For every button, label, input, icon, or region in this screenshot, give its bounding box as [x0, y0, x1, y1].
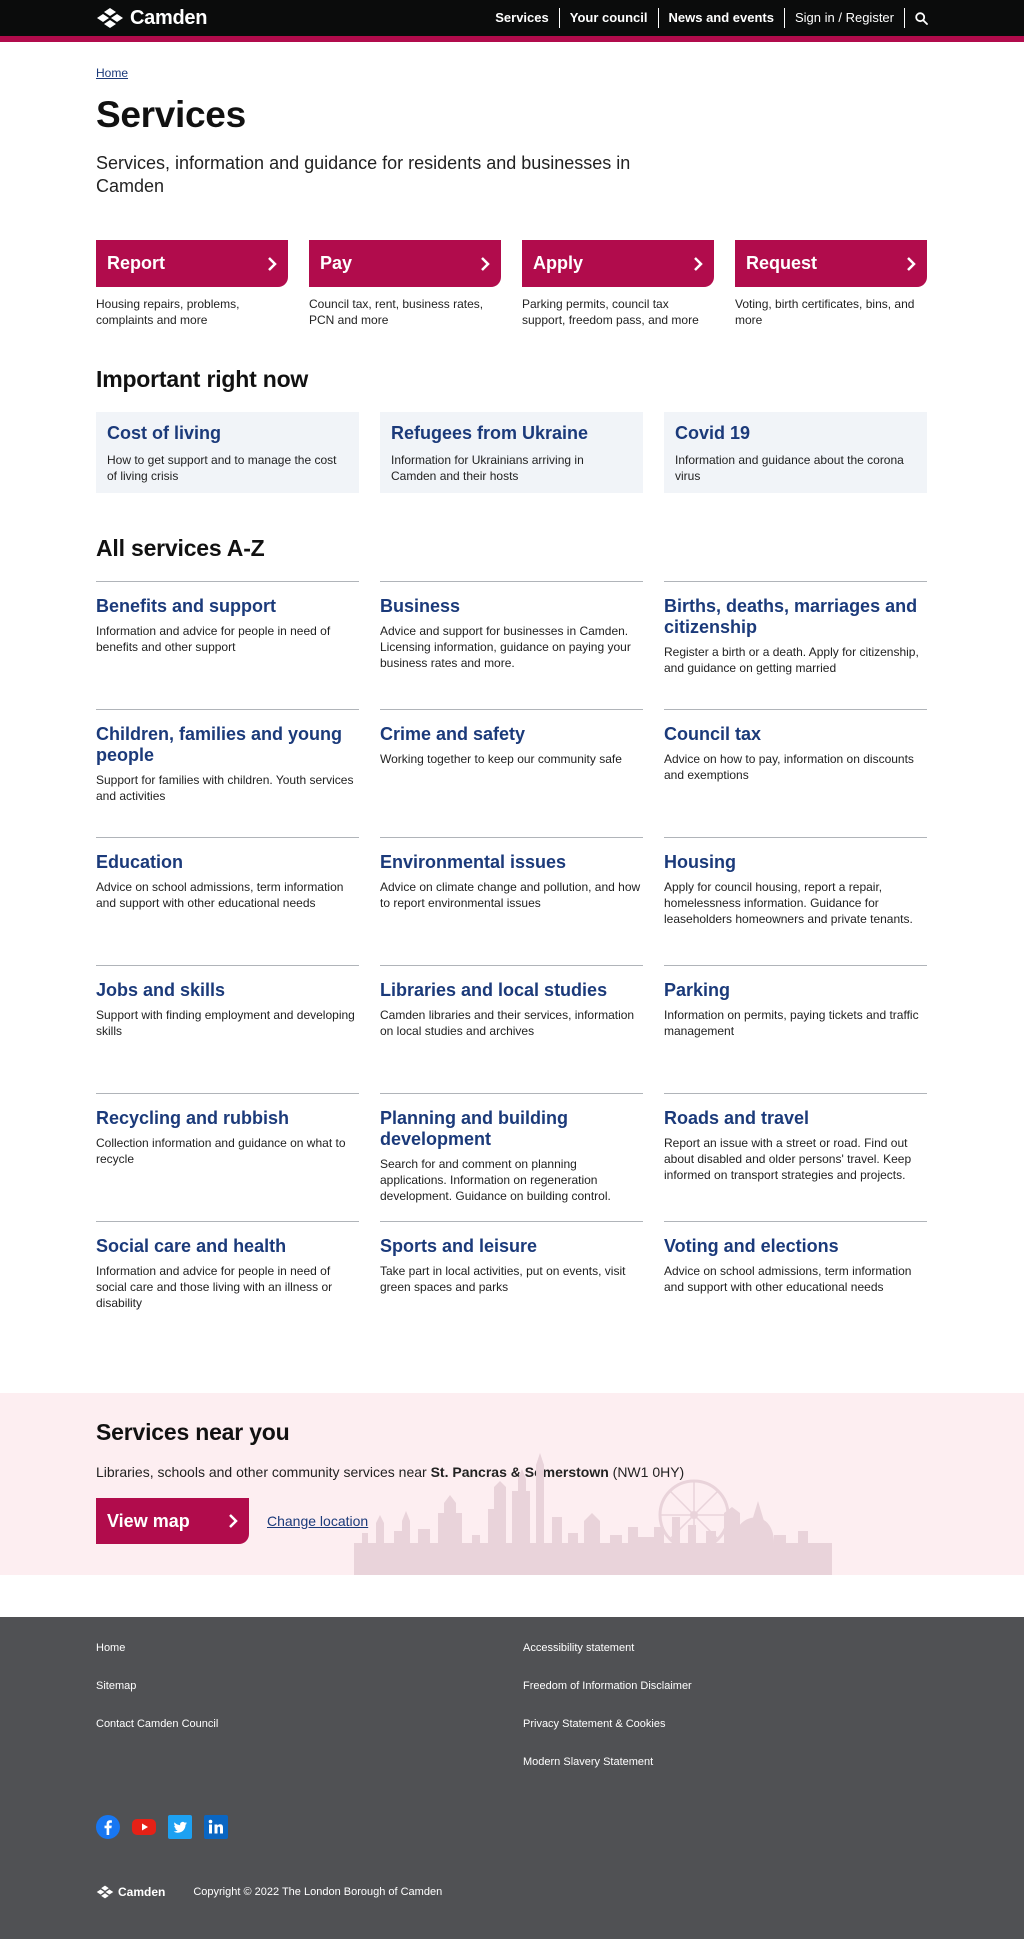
footer-column-1	[96, 1641, 523, 1793]
az-item-title: Libraries and local studies	[380, 980, 608, 1000]
nav-your-council[interactable]: Your council	[560, 8, 659, 28]
request-description: Voting, birth certificates, bins, and more	[735, 297, 915, 327]
az-item-jobs-and-skills[interactable]	[96, 965, 359, 1093]
az-item-title: Recycling and rubbish	[96, 1108, 290, 1128]
report-button-label: Report	[107, 253, 165, 273]
chevron-right-icon	[228, 1514, 238, 1528]
near-location: St. Pancras & Somerstown	[430, 1464, 609, 1480]
footer-logo-text: Camden	[118, 1885, 166, 1899]
az-item-council-tax[interactable]	[664, 709, 927, 837]
az-item-housing[interactable]	[664, 837, 927, 965]
footer-link-modern-slavery[interactable]: Modern Slavery Statement	[523, 1756, 654, 1768]
important-cards	[96, 412, 928, 493]
az-item-description: Support with finding employment and developing skills	[96, 1008, 355, 1038]
near-description-text: Libraries, schools and other community services near	[96, 1464, 431, 1480]
request-button-label: Request	[746, 253, 818, 273]
youtube-icon[interactable]	[132, 1815, 156, 1839]
important-card-title: Refugees from Ukraine	[391, 423, 589, 443]
az-item-description: Camden libraries and their services, information on local studies and archives	[380, 1008, 635, 1038]
important-section-title: Important right now	[96, 366, 309, 392]
footer-camden-logo[interactable]	[96, 1885, 165, 1899]
az-item-title: Housing	[664, 852, 736, 872]
az-item-environmental-issues[interactable]	[380, 837, 643, 965]
az-item-births-deaths-marriages[interactable]	[664, 581, 927, 709]
near-section-title: Services near you	[96, 1419, 290, 1445]
near-actions	[96, 1498, 928, 1544]
az-item-title: Births, deaths, marriages and citizenship	[664, 596, 918, 637]
az-item-description: Support for families with children. Youth services and activities	[96, 773, 354, 803]
footer-link-sitemap[interactable]: Sitemap	[96, 1680, 137, 1692]
logo-text: Camden	[130, 6, 208, 29]
nav-services[interactable]: Services	[485, 8, 560, 28]
az-item-description: Advice on school admissions, term information and support with other educational needs	[664, 1264, 912, 1294]
request-button[interactable]	[735, 240, 927, 287]
az-item-crime-and-safety[interactable]	[380, 709, 643, 837]
pay-button-label: Pay	[320, 253, 353, 273]
breadcrumb	[96, 66, 928, 80]
footer-link-contact[interactable]: Contact Camden Council	[96, 1718, 219, 1730]
az-item-children-families[interactable]	[96, 709, 359, 837]
important-card-covid-19[interactable]	[664, 412, 927, 493]
az-item-title: Benefits and support	[96, 596, 277, 616]
footer-links	[96, 1641, 928, 1793]
az-item-title: Business	[380, 596, 461, 616]
important-card-refugees-from-ukraine[interactable]	[380, 412, 643, 493]
search-icon	[915, 12, 928, 25]
az-item-description: Report an issue with a street or road. Find out about disabled and older persons' travel. Keep informed on transport strategies and projects.	[664, 1136, 912, 1182]
az-item-title: Environmental issues	[380, 852, 567, 872]
az-item-title: Planning and building development	[380, 1108, 568, 1149]
footer-link-accessibility[interactable]: Accessibility statement	[523, 1642, 635, 1654]
az-item-education[interactable]	[96, 837, 359, 965]
footer-bottom	[96, 1885, 442, 1899]
chevron-right-icon	[693, 257, 703, 271]
apply-description: Parking permits, council tax support, freedom pass, and more	[522, 297, 699, 327]
action-apply	[522, 240, 714, 328]
az-item-voting-and-elections[interactable]	[664, 1221, 927, 1349]
az-item-benefits-and-support[interactable]	[96, 581, 359, 709]
near-postcode: (NW1 0HY)	[612, 1464, 685, 1480]
az-item-title: Social care and health	[96, 1236, 287, 1256]
apply-button[interactable]	[522, 240, 714, 287]
az-item-description: Collection information and guidance on what to recycle	[96, 1136, 346, 1166]
az-item-description: Register a birth or a death. Apply for citizenship, and guidance on getting married	[664, 645, 919, 675]
accent-bar	[0, 36, 1024, 42]
view-map-label: View map	[107, 1510, 190, 1531]
az-item-social-care[interactable]	[96, 1221, 359, 1349]
camden-logo[interactable]	[96, 7, 207, 30]
breadcrumb-home-link[interactable]: Home	[96, 66, 129, 80]
az-item-description: Advice on climate change and pollution, and how to report environmental issues	[380, 880, 641, 910]
linkedin-icon[interactable]	[204, 1815, 228, 1839]
az-item-planning[interactable]	[380, 1093, 643, 1221]
az-item-description: Apply for council housing, report a repair, homelessness information. Guidance for leaseholders homeowners and private tenants.	[664, 880, 913, 926]
az-item-sports-and-leisure[interactable]	[380, 1221, 643, 1349]
action-tiles	[96, 240, 928, 328]
az-item-title: Council tax	[664, 724, 762, 744]
twitter-icon[interactable]	[168, 1815, 192, 1839]
top-bar	[0, 0, 1024, 36]
az-item-description: Information and advice for people in need of social care and those living with an illness or disability	[96, 1264, 333, 1310]
action-request	[735, 240, 927, 328]
nav-sign-in-register[interactable]: Sign in / Register	[785, 8, 905, 28]
social-links	[96, 1815, 228, 1839]
report-button[interactable]	[96, 240, 288, 287]
important-card-cost-of-living[interactable]	[96, 412, 359, 493]
change-location-link[interactable]: Change location	[267, 1513, 369, 1529]
main-nav	[485, 0, 928, 36]
important-card-title: Covid 19	[675, 423, 751, 443]
az-item-title: Education	[96, 852, 184, 872]
view-map-button[interactable]	[96, 1498, 249, 1544]
az-item-title: Voting and elections	[664, 1236, 839, 1256]
facebook-icon[interactable]	[96, 1815, 120, 1839]
az-item-description: Advice and support for businesses in Camden. Licensing information, guidance on paying your business rates and more.	[380, 624, 631, 670]
page-subtitle: Services, information and guidance for residents and businesses in Camden	[96, 153, 631, 196]
page-title: Services	[96, 94, 246, 135]
nav-news-and-events[interactable]: News and events	[659, 8, 786, 28]
action-report	[96, 240, 288, 328]
az-item-business[interactable]	[380, 581, 643, 709]
footer-link-privacy[interactable]: Privacy Statement & Cookies	[523, 1718, 666, 1730]
site-header	[0, 0, 1024, 42]
important-card-description: How to get support and to manage the cost of living crisis	[107, 453, 337, 483]
az-item-title: Crime and safety	[380, 724, 526, 744]
az-item-libraries[interactable]	[380, 965, 643, 1093]
az-item-description: Take part in local activities, put on events, visit green spaces and parks	[380, 1264, 626, 1294]
az-item-parking[interactable]	[664, 965, 927, 1093]
az-item-description: Search for and comment on planning applications. Information on regeneration development. Guidance on building control.	[380, 1157, 611, 1203]
az-services-grid	[96, 581, 928, 1349]
az-item-description: Working together to keep our community safe	[380, 752, 622, 766]
report-description: Housing repairs, problems, complaints and more	[96, 297, 240, 327]
footer-link-foi-disclaimer[interactable]: Freedom of Information Disclaimer	[523, 1680, 692, 1692]
site-footer	[0, 1617, 1024, 1939]
apply-button-label: Apply	[533, 253, 584, 273]
az-item-description: Information on permits, paying tickets and traffic management	[664, 1008, 919, 1038]
footer-column-2	[523, 1641, 928, 1793]
az-item-description: Information and advice for people in need of benefits and other support	[96, 624, 331, 654]
services-near-you	[0, 1393, 1024, 1575]
chevron-right-icon	[267, 257, 277, 271]
az-item-roads-and-travel[interactable]	[664, 1093, 927, 1221]
chevron-right-icon	[906, 257, 916, 271]
camden-logo-icon	[96, 7, 124, 29]
important-card-description: Information for Ukrainians arriving in Camden and their hosts	[391, 453, 584, 483]
az-item-recycling-and-rubbish[interactable]	[96, 1093, 359, 1221]
main-content	[96, 66, 928, 1349]
az-section-title: All services A-Z	[96, 535, 265, 561]
az-item-title: Jobs and skills	[96, 980, 226, 1000]
copyright-text: Copyright © 2022 The London Borough of Camden	[193, 1886, 443, 1898]
az-item-description: Advice on how to pay, information on discounts and exemptions	[664, 752, 914, 782]
az-item-title: Sports and leisure	[380, 1236, 538, 1256]
camden-logo-icon	[96, 1885, 114, 1899]
chevron-right-icon	[480, 257, 490, 271]
az-item-description: Advice on school admissions, term information and support with other educational needs	[96, 880, 344, 910]
az-item-title: Parking	[664, 980, 731, 1000]
az-item-title: Children, families and young people	[96, 724, 343, 765]
search-button[interactable]	[905, 12, 928, 25]
important-card-title: Cost of living	[107, 423, 221, 443]
footer-link-home[interactable]: Home	[96, 1642, 126, 1654]
pay-button[interactable]	[309, 240, 501, 287]
pay-description: Council tax, rent, business rates, PCN and more	[309, 297, 484, 327]
important-card-description: Information and guidance about the corona virus	[675, 453, 904, 483]
action-pay	[309, 240, 501, 328]
az-item-title: Roads and travel	[664, 1108, 810, 1128]
